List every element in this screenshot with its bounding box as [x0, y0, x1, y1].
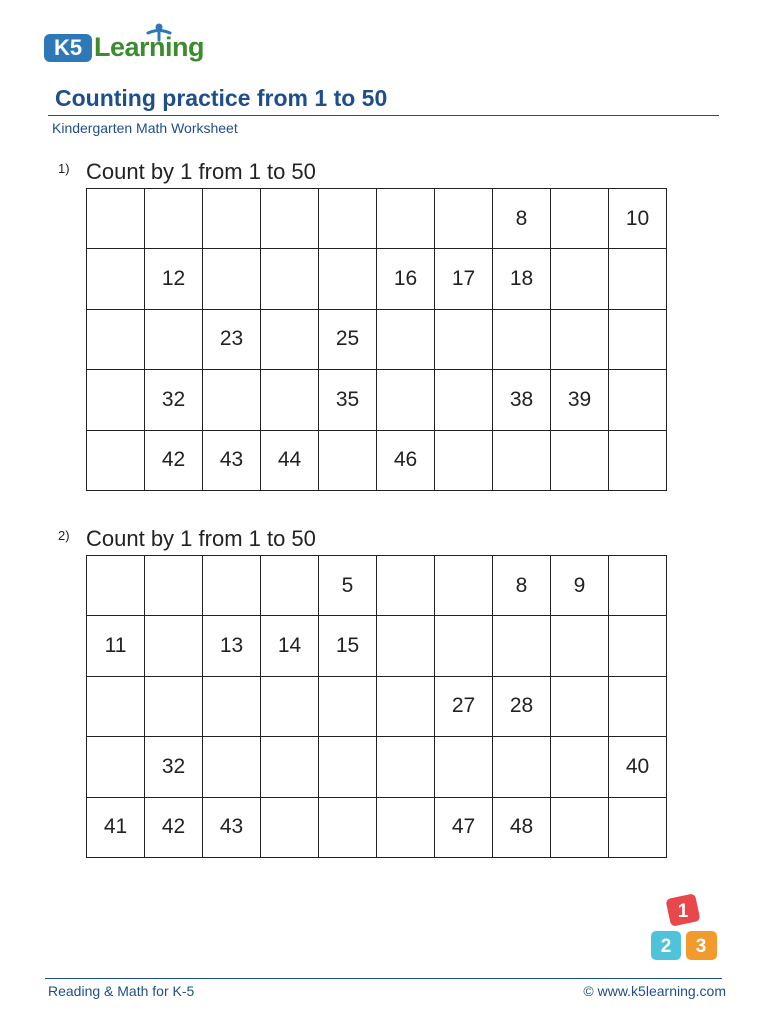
grid-cell-blank[interactable] [435, 430, 493, 490]
grid-cell-blank[interactable] [261, 370, 319, 430]
grid-cell-number: 15 [319, 616, 377, 676]
grid-cell-blank[interactable] [87, 430, 145, 490]
footer-tagline: Reading & Math for K-5 [48, 983, 195, 999]
grid-cell-blank[interactable] [377, 309, 435, 369]
question-prompt: Count by 1 from 1 to 50 [86, 159, 316, 184]
grid-cell-blank[interactable] [261, 556, 319, 616]
grid-cell-blank[interactable] [319, 676, 377, 736]
grid-cell-blank[interactable] [87, 309, 145, 369]
grid-cell-blank[interactable] [319, 797, 377, 857]
grid-row [87, 249, 667, 309]
grid-cell-number: 43 [203, 797, 261, 857]
grid-cell-blank[interactable] [609, 556, 667, 616]
question-number: 1) [58, 161, 70, 176]
grid-cell-number: 42 [145, 430, 203, 490]
grid-cell-blank[interactable] [319, 249, 377, 309]
footer-divider [45, 978, 722, 979]
grid-row [87, 556, 667, 616]
grid-cell-number: 23 [203, 309, 261, 369]
grid-cell-number: 5 [319, 556, 377, 616]
grid-cell-number: 44 [261, 430, 319, 490]
grid-cell-number: 43 [203, 430, 261, 490]
header-divider [48, 115, 719, 116]
grid-cell-number: 17 [435, 249, 493, 309]
grid-cell-number: 32 [145, 737, 203, 797]
grid-cell-number: 42 [145, 797, 203, 857]
grid-row [87, 616, 667, 676]
grid-cell-blank[interactable] [203, 249, 261, 309]
grid-cell-blank[interactable] [377, 676, 435, 736]
grid-cell-blank[interactable] [145, 616, 203, 676]
grid-cell-number: 38 [493, 370, 551, 430]
grid-cell-blank[interactable] [145, 676, 203, 736]
grid-cell-blank[interactable] [609, 249, 667, 309]
grid-cell-blank[interactable] [87, 249, 145, 309]
grid-cell-number: 12 [145, 249, 203, 309]
grid-cell-blank[interactable] [551, 797, 609, 857]
grid-row [87, 737, 667, 797]
page-title: Counting practice from 1 to 50 [55, 85, 388, 111]
grid-cell-blank[interactable] [87, 370, 145, 430]
grid-cell-number: 13 [203, 616, 261, 676]
grid-cell-blank[interactable] [377, 189, 435, 249]
grid-row [87, 430, 667, 490]
grid-cell-blank[interactable] [609, 797, 667, 857]
grid-cell-blank[interactable] [145, 309, 203, 369]
grid-cell-blank[interactable] [261, 737, 319, 797]
grid-cell-blank[interactable] [609, 676, 667, 736]
grid-cell-number: 47 [435, 797, 493, 857]
k5-learning-logo [44, 22, 204, 66]
grid-cell-blank[interactable] [435, 309, 493, 369]
grid-cell-number: 46 [377, 430, 435, 490]
logo-k5-box: K5 [44, 34, 92, 62]
grid-cell-number: 39 [551, 370, 609, 430]
grid-cell-blank[interactable] [203, 737, 261, 797]
number-grid [86, 188, 667, 491]
grid-cell-number: 14 [261, 616, 319, 676]
grid-cell-number: 48 [493, 797, 551, 857]
grid-cell-number: 41 [87, 797, 145, 857]
grid-cell-blank[interactable] [609, 370, 667, 430]
grid-cell-blank[interactable] [145, 556, 203, 616]
grid-cell-number: 8 [493, 556, 551, 616]
grid-cell-number: 32 [145, 370, 203, 430]
grid-cell-blank[interactable] [145, 189, 203, 249]
grid-cell-blank[interactable] [551, 189, 609, 249]
grid-cell-blank[interactable] [319, 189, 377, 249]
grid-cell-blank[interactable] [435, 556, 493, 616]
grid-cell-blank[interactable] [319, 430, 377, 490]
grid-cell-blank[interactable] [87, 189, 145, 249]
grid-cell-blank[interactable] [609, 616, 667, 676]
grid-cell-blank[interactable] [551, 249, 609, 309]
grid-cell-blank[interactable] [493, 737, 551, 797]
grid-cell-blank[interactable] [377, 737, 435, 797]
grid-cell-blank[interactable] [377, 370, 435, 430]
grid-cell-number: 11 [87, 616, 145, 676]
grid-cell-number: 40 [609, 737, 667, 797]
grid-cell-blank[interactable] [551, 737, 609, 797]
page-subtitle: Kindergarten Math Worksheet [52, 120, 238, 136]
grid-cell-blank[interactable] [261, 676, 319, 736]
grid-cell-number: 9 [551, 556, 609, 616]
grid-cell-blank[interactable] [551, 430, 609, 490]
grid-cell-number: 18 [493, 249, 551, 309]
grid-cell-blank[interactable] [261, 189, 319, 249]
grid-cell-blank[interactable] [203, 370, 261, 430]
grid-row [87, 189, 667, 249]
badge-digit-3: 3 [695, 936, 707, 957]
grid-cell-blank[interactable] [435, 370, 493, 430]
badge-digit-1: 1 [677, 901, 689, 922]
grid-cell-blank[interactable] [493, 309, 551, 369]
grid-cell-blank[interactable] [261, 249, 319, 309]
grid-cell-blank[interactable] [377, 797, 435, 857]
grid-cell-blank[interactable] [87, 676, 145, 736]
grid-cell-number: 8 [493, 189, 551, 249]
badge-digit-2: 2 [660, 936, 672, 957]
grid-cell-blank[interactable] [319, 737, 377, 797]
numbers-123-icon [648, 890, 722, 964]
grid-cell-blank[interactable] [493, 616, 551, 676]
grid-cell-blank[interactable] [87, 737, 145, 797]
grid-cell-blank[interactable] [551, 676, 609, 736]
grid-cell-blank[interactable] [435, 189, 493, 249]
logo-wordmark: Learning [94, 32, 205, 62]
footer-website-link[interactable]: © www.k5learning.com [583, 983, 726, 999]
grid-row [87, 370, 667, 430]
grid-cell-number: 16 [377, 249, 435, 309]
grid-cell-blank[interactable] [493, 430, 551, 490]
number-grid [86, 555, 667, 858]
grid-cell-blank[interactable] [551, 616, 609, 676]
question-prompt: Count by 1 from 1 to 50 [86, 526, 316, 551]
grid-cell-blank[interactable] [261, 309, 319, 369]
grid-cell-blank[interactable] [609, 430, 667, 490]
grid-cell-number: 28 [493, 676, 551, 736]
grid-cell-number: 10 [609, 189, 667, 249]
grid-cell-number: 35 [319, 370, 377, 430]
grid-row [87, 309, 667, 369]
grid-cell-blank[interactable] [377, 616, 435, 676]
grid-cell-number: 27 [435, 676, 493, 736]
logo-person-icon [146, 22, 172, 44]
grid-row [87, 797, 667, 857]
grid-cell-blank[interactable] [435, 737, 493, 797]
grid-cell-blank[interactable] [435, 616, 493, 676]
grid-cell-blank[interactable] [377, 556, 435, 616]
grid-cell-blank[interactable] [203, 556, 261, 616]
grid-cell-blank[interactable] [261, 797, 319, 857]
grid-cell-blank[interactable] [203, 189, 261, 249]
question-number: 2) [58, 528, 70, 543]
grid-row [87, 676, 667, 736]
grid-cell-number: 25 [319, 309, 377, 369]
grid-cell-blank[interactable] [609, 309, 667, 369]
grid-cell-blank[interactable] [203, 676, 261, 736]
grid-cell-blank[interactable] [87, 556, 145, 616]
grid-cell-blank[interactable] [551, 309, 609, 369]
